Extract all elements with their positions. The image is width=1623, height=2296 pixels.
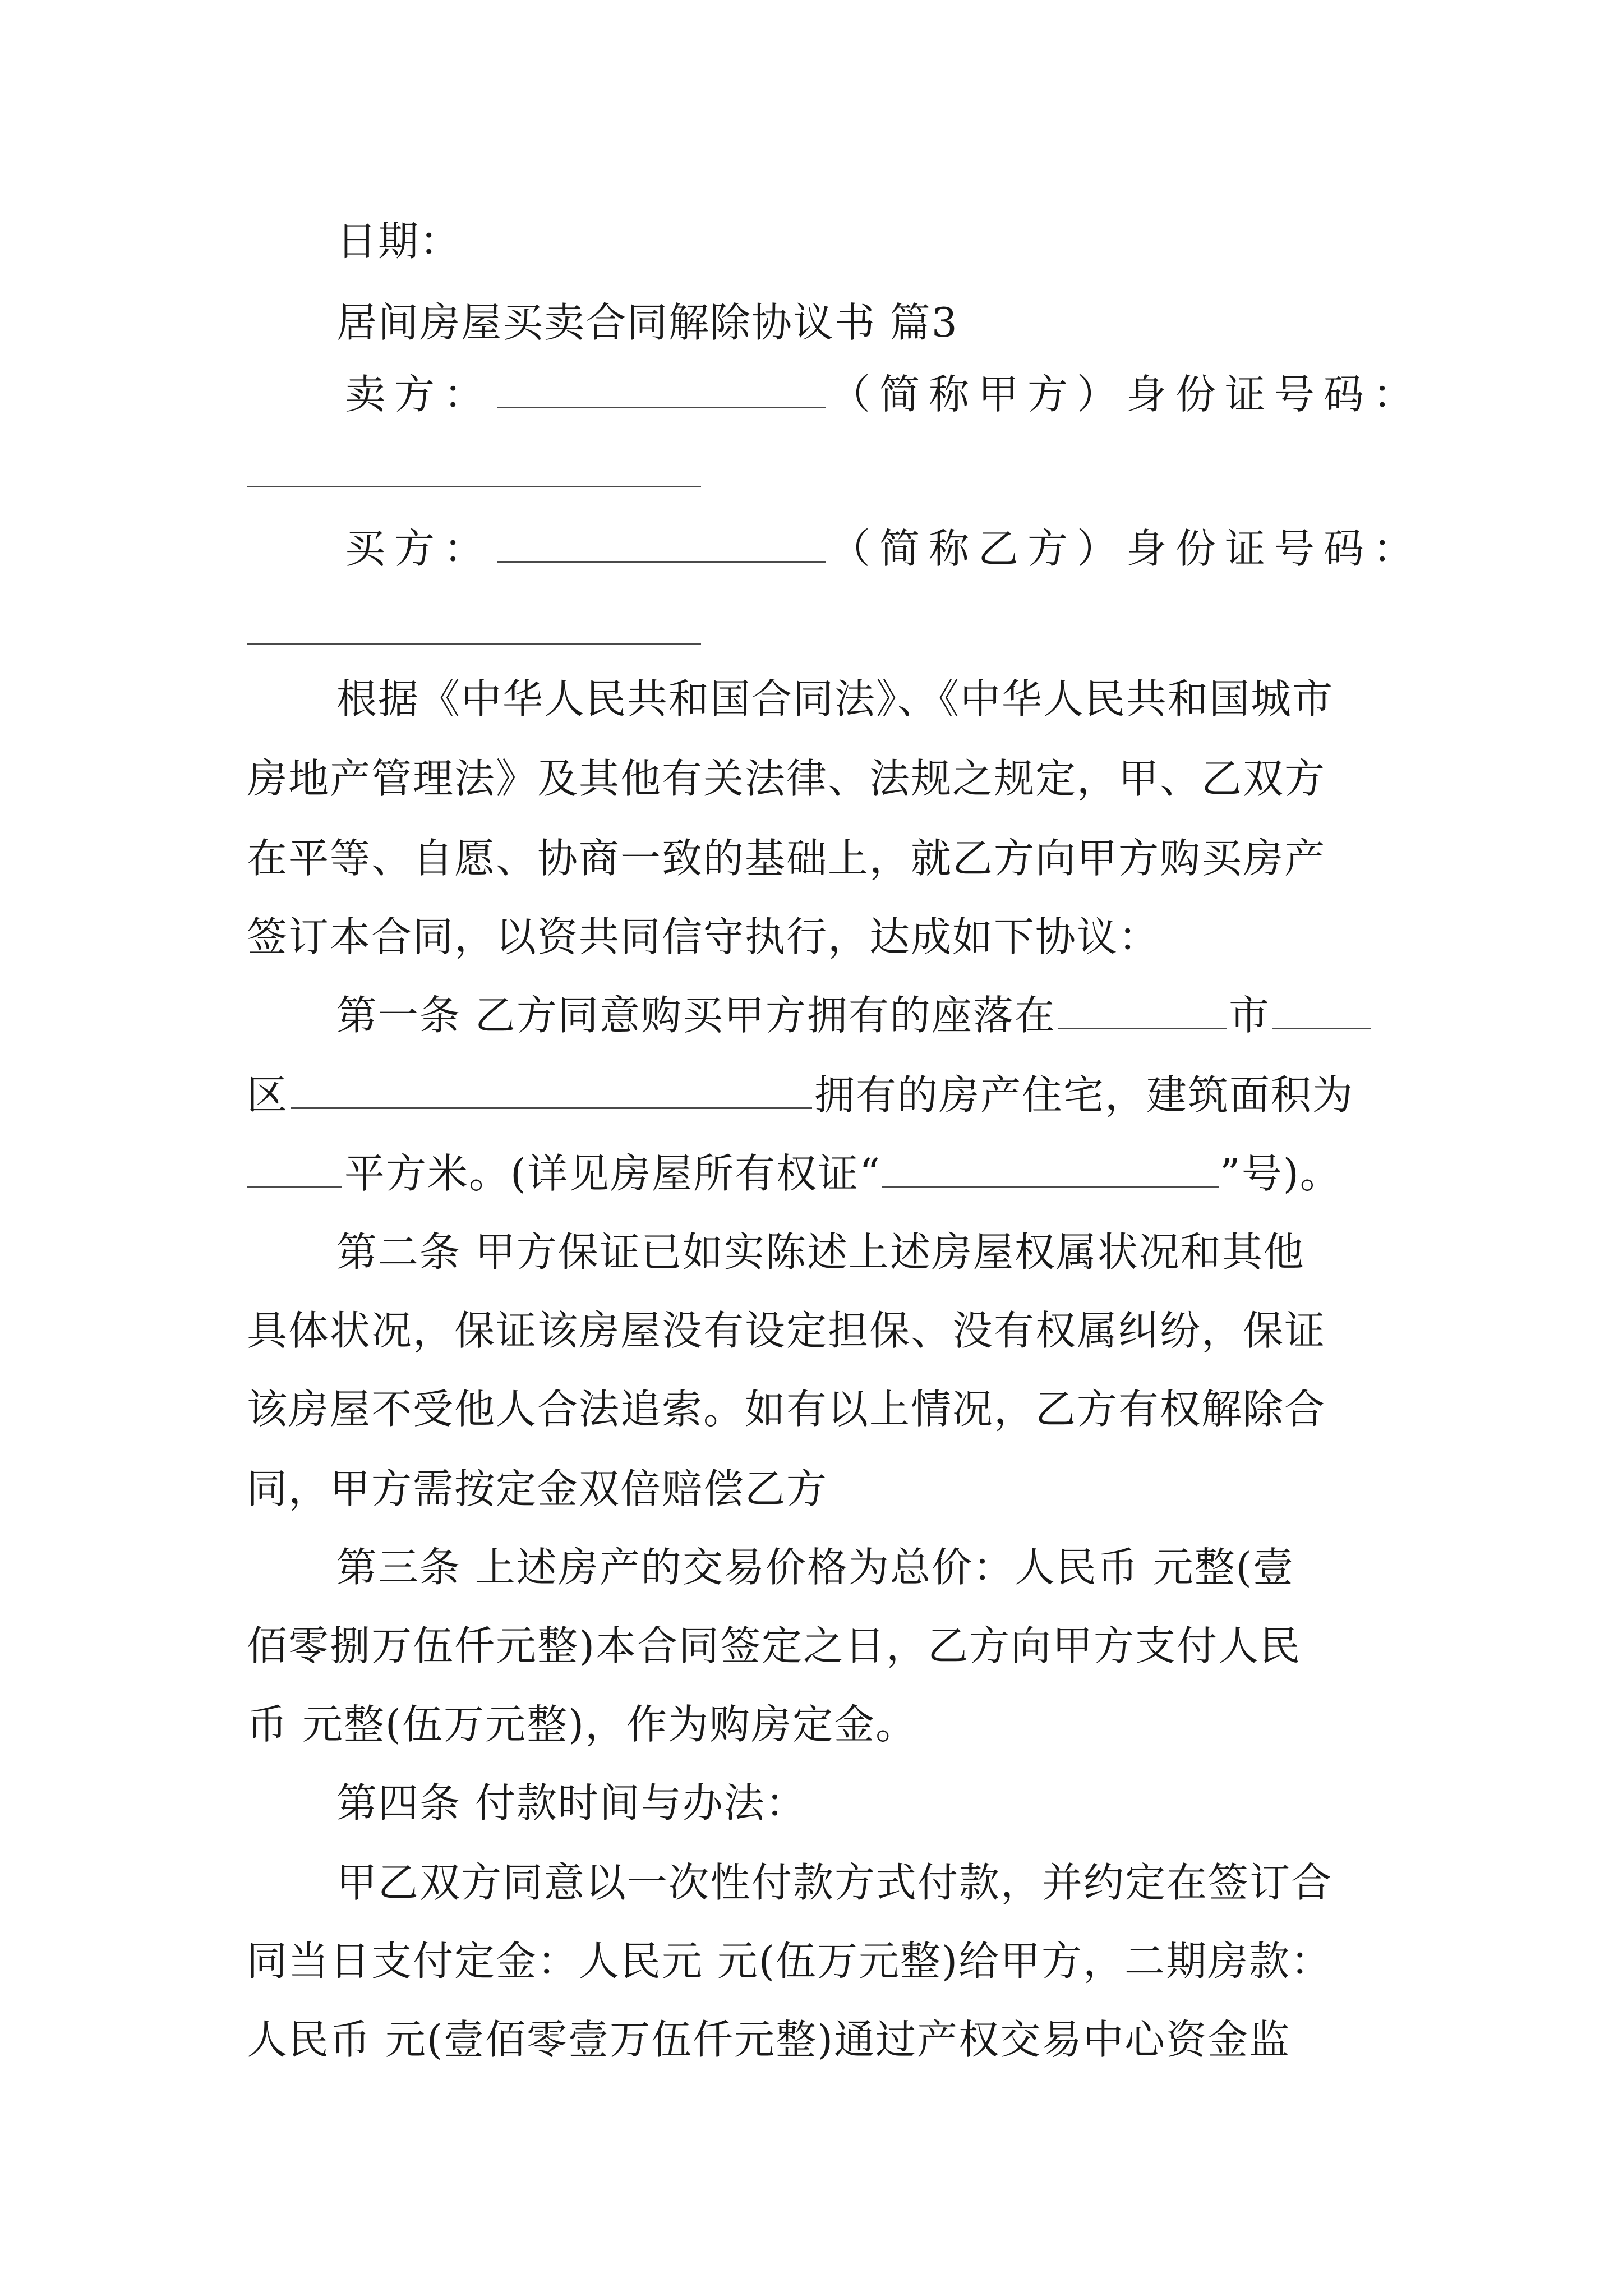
article4-line-3: 人民币 元(壹佰零壹万伍仟元整)通过产权交易中心资金监 xyxy=(247,2016,1291,2063)
seller-label: 卖方： xyxy=(345,371,494,418)
article1-certificate-text: 平方米。(详见房屋所有权证“ xyxy=(344,1150,881,1197)
article2-line-1: 第二条 甲方保证已如实陈述上述房屋权属状况和其他 xyxy=(336,1228,1305,1276)
seller-name-blank xyxy=(497,372,826,408)
buyer-line xyxy=(345,522,1422,576)
article4-line-2: 同当日支付定金：人民元 元(伍万元整)给甲方，二期房款： xyxy=(247,1938,1332,1985)
intro-line-2: 房地产管理法》及其他有关法律、法规之规定，甲、乙双方 xyxy=(247,755,1326,802)
certificate-number-blank xyxy=(882,1151,1219,1188)
seller-id-blank xyxy=(247,486,701,487)
date-label: 日期： xyxy=(336,218,462,265)
article1-line-2 xyxy=(247,1068,1354,1122)
city-label: 市 xyxy=(1228,992,1270,1039)
intro-line-3: 在平等、自愿、协商一致的基础上，就乙方向甲方购买房产 xyxy=(247,835,1326,882)
article3-line-1: 第三条 上述房产的交易价格为总价：人民币 元整(壹 xyxy=(336,1544,1294,1591)
district-label: 区 xyxy=(247,1071,289,1119)
article1-end-text: ”号)。 xyxy=(1219,1150,1341,1197)
intro-line-4: 签订本合同，以资共同信守执行，达成如下协议： xyxy=(247,913,1160,960)
city-blank xyxy=(1058,993,1227,1029)
buyer-label: 买方： xyxy=(345,525,494,572)
district-blank xyxy=(1272,993,1371,1029)
address-blank xyxy=(291,1073,812,1109)
buyer-id-blank xyxy=(247,643,701,645)
document-heading: 居间房屋买卖合同解除协议书 篇3 xyxy=(336,299,958,346)
article2-line-4: 同，甲方需按定金双倍赔偿乙方 xyxy=(247,1465,828,1512)
article1-location-text: 第一条 乙方同意购买甲方拥有的座落在 xyxy=(336,992,1056,1039)
article4-title: 第四条 付款时间与办法： xyxy=(336,1779,807,1826)
seller-line xyxy=(345,367,1422,421)
intro-line-1: 根据《中华人民共和国合同法》、《中华人民共和国城市 xyxy=(336,675,1334,723)
article4-line-1: 甲乙双方同意以一次性付款方式付款，并约定在签订合 xyxy=(336,1859,1333,1906)
article3-line-2: 佰零捌万伍仟元整)本合同签定之日，乙方向甲方支付人民 xyxy=(247,1622,1302,1669)
article1-line-3 xyxy=(247,1147,1341,1200)
area-blank xyxy=(247,1151,342,1188)
buyer-suffix: （简称乙方）身份证号码： xyxy=(830,525,1423,572)
article2-line-3: 该房屋不受他人合法追索。如有以上情况，乙方有权解除合 xyxy=(247,1386,1326,1433)
article1-area-text: 拥有的房产住宅，建筑面积为 xyxy=(814,1071,1354,1119)
article3-line-3: 币 元整(伍万元整)，作为购房定金。 xyxy=(247,1701,917,1748)
buyer-name-blank xyxy=(497,526,826,563)
article1-line-1 xyxy=(336,988,1371,1042)
seller-suffix: （简称甲方）身份证号码： xyxy=(830,371,1423,418)
article2-line-2: 具体状况，保证该房屋没有设定担保、没有权属纠纷，保证 xyxy=(247,1307,1326,1354)
